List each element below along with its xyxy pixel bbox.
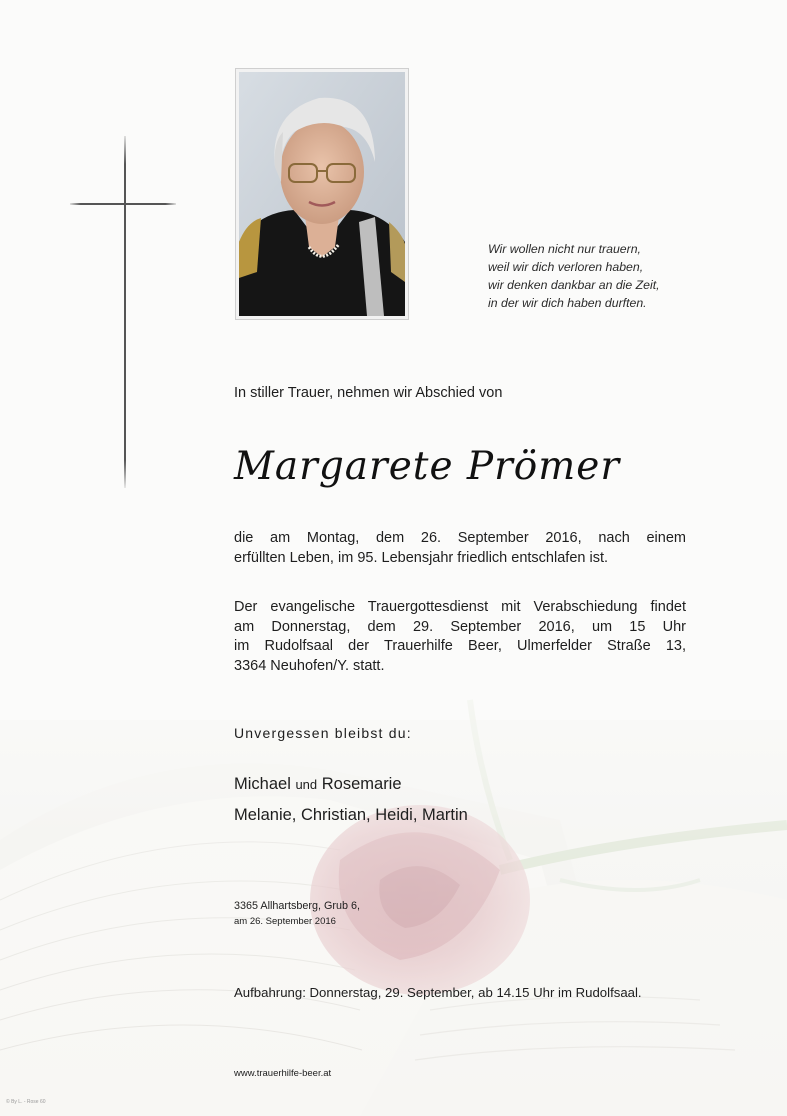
memorial-quote — [488, 240, 718, 312]
service-line: 3364 Neuhofen/Y. statt. — [234, 657, 385, 674]
service-line: im Rudolfsaal der Trauerhilfe Beer, Ulmerfelder Straße 13, — [234, 638, 686, 655]
quote-line: weil wir dich verloren haben, — [488, 260, 644, 274]
funeral-service-paragraph — [234, 598, 686, 676]
portrait-image — [239, 72, 405, 316]
quote-line: in der wir dich haben durften. — [488, 296, 647, 310]
mourners-line-2: Melanie, Christian, Heidi, Martin — [234, 806, 468, 824]
address-block — [234, 898, 360, 930]
quote-line: Wir wollen nicht nur trauern, — [488, 242, 641, 256]
mourners-list — [234, 769, 468, 830]
death-notice-paragraph — [234, 529, 686, 568]
deceased-name: Margarete Prömer — [234, 444, 620, 489]
address-date: am 26. September 2016 — [234, 916, 336, 927]
portrait-photo — [235, 68, 409, 320]
mourners-line-1 — [234, 769, 468, 800]
cross-horizontal-beam — [70, 203, 176, 205]
image-credit: © By L. - Rose 60 — [6, 1099, 46, 1105]
service-line: Der evangelische Trauergottesdienst mit Verabschiedung findet — [234, 599, 686, 615]
cross-vertical-beam — [124, 136, 126, 488]
website-link[interactable]: www.trauerhilfe-beer.at — [234, 1068, 332, 1079]
address-line: 3365 Allhartsberg, Grub 6, — [234, 900, 361, 912]
aufbahrung-text: Aufbahrung: Donnerstag, 29. September, ab 14.15 Uhr im Rudolfsaal. — [234, 985, 642, 1000]
death-notice-line: erfüllten Leben, im 95. Lebensjahr friedlich entschlafen ist. — [234, 549, 608, 566]
service-line: am Donnerstag, dem 29. September 2016, um 15 Uhr — [234, 618, 686, 635]
unvergessen-heading: Unvergessen bleibst du: — [234, 725, 412, 741]
mourner-conjunction: und — [295, 777, 318, 792]
mourner-name: Rosemarie — [321, 775, 402, 793]
quote-line: wir denken dankbar an die Zeit, — [488, 278, 660, 292]
mourner-name: Michael — [234, 775, 291, 793]
death-notice-line: die am Montag, dem 26. September 2016, nach einem — [234, 530, 686, 546]
intro-text: In stiller Trauer, nehmen wir Abschied von — [234, 385, 503, 401]
